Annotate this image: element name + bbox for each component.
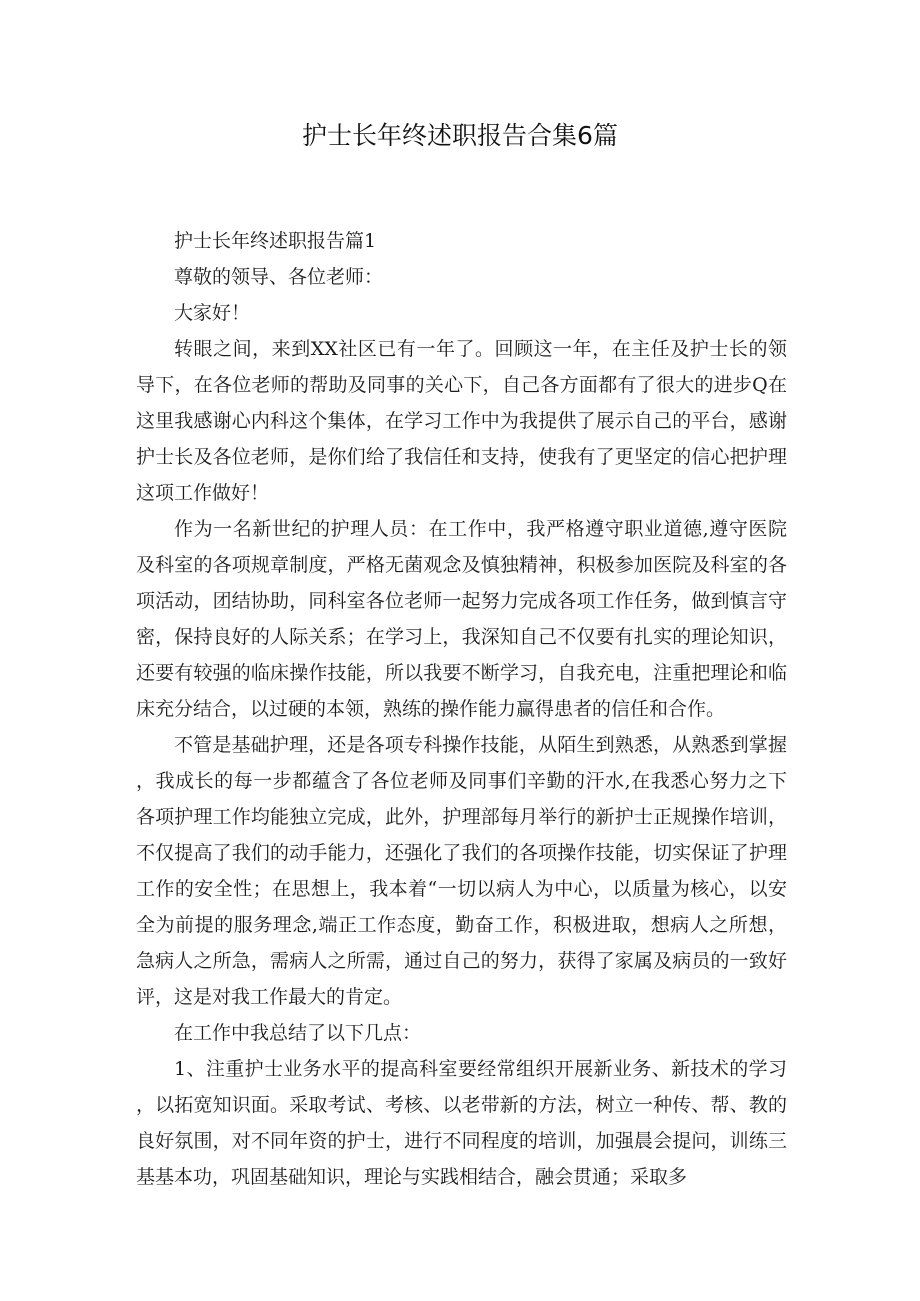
- paragraph: 作为一名新世纪的护理人员：在工作中，我严格遵守职业道德,遵守医院及科室的各项规章制度，严格无菌观念及慎独精神，积极参加医院及科室的各项活动，团结协助，同科室各位老师一起努力完成各项工作任务，做到慎言守密，保持良好的人际关系；在学习上，我深知自己不仅要有扎实的理论知识，还要有较强的临床操作技能，所以我要不断学习，自我充电，注重把理论和临床充分结合，以过硬的本领，熟练的操作能力赢得患者的信任和合作。: [136, 518, 787, 720]
- document-body: [136, 223, 787, 1195]
- paragraph: 转眼之间，来到XX社区已有一年了。回顾这一年，在主任及护士长的领导下，在各位老师的帮助及同事的关心下，自己各方面都有了很大的进步Q在这里我感谢心内科这个集体，在学习工作中为我提供了展示自己的平台，感谢护士长及各位老师，是你们给了我信任和支持，使我有了更坚定的信心把护理这项工作做好！: [136, 338, 787, 504]
- paragraph: 不管是基础护理，还是各项专科操作技能，从陌生到熟悉，从熟悉到掌握，我成长的每一步都蕴含了各位老师及同事们辛勤的汗水,在我悉心努力之下各项护理工作均能独立完成，此外，护理部每月举行的新护士正规操作培训，不仅提高了我们的动手能力，还强化了我们的各项操作技能，切实保证了护理工作的安全性；在思想上，我本着“一切以病人为中心，以质量为核心，以安全为前提的服务理念,端正工作态度，勤奋工作，积极进取，想病人之所想，急病人之所急，需病人之所需，通过自己的努力，获得了家属及病员的一致好评，这是对我工作最大的肯定。: [136, 734, 787, 1008]
- salutation: 尊敬的领导、各位老师：: [174, 266, 384, 288]
- greeting: 大家好！: [174, 302, 251, 324]
- document-title: 护士长年终述职报告合集6篇: [302, 121, 618, 150]
- paragraph: 1、注重护士业务水平的提高科室要经常组织开展新业务、新技术的学习，以拓宽知识面。采取考试、考核、以老带新的方法，树立一种传、帮、教的良好氛围，对不同年资的护士，进行不同程度的培训，加强晨会提问，训练三基基本功，巩固基础知识，理论与实践相结合，融会贯通；采取多: [136, 1058, 787, 1188]
- paragraph: 在工作中我总结了以下几点：: [174, 1022, 422, 1044]
- section-heading: 护士长年终述职报告篇1: [174, 230, 377, 252]
